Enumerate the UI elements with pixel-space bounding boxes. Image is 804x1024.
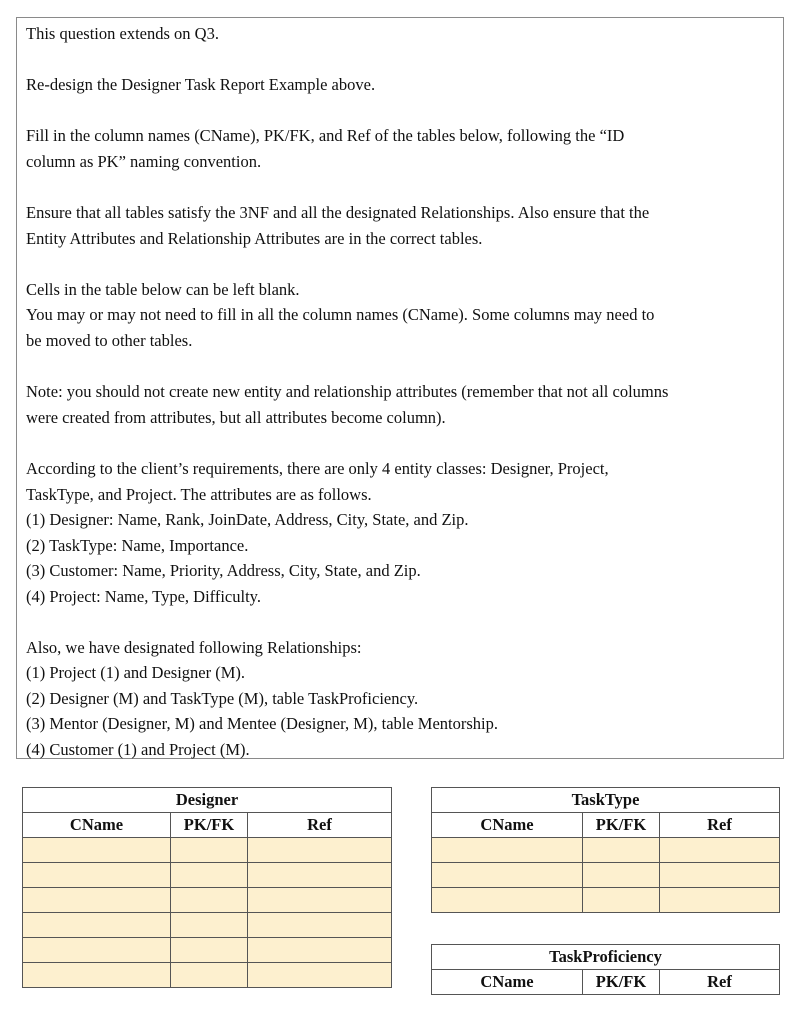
- question-line: This question extends on Q3.: [26, 24, 219, 43]
- question-line: (1) Project (1) and Designer (M).: [26, 663, 246, 682]
- question-line: column as PK” naming convention.: [26, 152, 262, 171]
- taskproficiency-table: [431, 944, 780, 995]
- blank-answer-cell[interactable]: [23, 888, 171, 913]
- column-header: CName: [432, 813, 583, 838]
- blank-answer-cell[interactable]: [23, 913, 171, 938]
- table-row: [23, 913, 392, 938]
- table-row: [432, 888, 780, 913]
- blank-answer-cell[interactable]: [171, 913, 248, 938]
- blank-answer-cell[interactable]: [248, 863, 392, 888]
- question-line: Cells in the table below can be left blank.: [26, 280, 300, 299]
- blank-answer-cell[interactable]: [432, 888, 583, 913]
- column-header: PK/FK: [583, 970, 660, 995]
- column-header: Ref: [660, 813, 780, 838]
- blank-answer-cell[interactable]: [660, 838, 780, 863]
- blank-answer-cell[interactable]: [171, 888, 248, 913]
- blank-answer-cell[interactable]: [171, 963, 248, 988]
- blank-answer-cell[interactable]: [23, 838, 171, 863]
- blank-answer-cell[interactable]: [248, 888, 392, 913]
- question-line: Ensure that all tables satisfy the 3NF and all the designated Relationships. Also ensure that the: [26, 203, 650, 222]
- blank-answer-cell[interactable]: [583, 838, 660, 863]
- blank-answer-cell[interactable]: [583, 888, 660, 913]
- table-row: [23, 963, 392, 988]
- question-line: Also, we have designated following Relationships:: [26, 638, 362, 657]
- blank-answer-cell[interactable]: [171, 863, 248, 888]
- blank-answer-cell[interactable]: [171, 838, 248, 863]
- blank-answer-cell[interactable]: [432, 838, 583, 863]
- question-line: Entity Attributes and Relationship Attributes are in the correct tables.: [26, 229, 483, 248]
- blank-answer-cell[interactable]: [248, 963, 392, 988]
- question-line: were created from attributes, but all attributes become column).: [26, 408, 446, 427]
- table-title: TaskProficiency: [432, 945, 780, 970]
- blank-answer-cell[interactable]: [248, 913, 392, 938]
- column-header: Ref: [660, 970, 780, 995]
- table-row: [432, 838, 780, 863]
- blank-answer-cell[interactable]: [248, 938, 392, 963]
- blank-answer-cell[interactable]: [248, 838, 392, 863]
- question-line: (1) Designer: Name, Rank, JoinDate, Address, City, State, and Zip.: [26, 510, 469, 529]
- question-line: (4) Customer (1) and Project (M).: [26, 740, 250, 759]
- question-line: Re-design the Designer Task Report Example above.: [26, 75, 376, 94]
- blank-answer-cell[interactable]: [23, 938, 171, 963]
- question-line: (2) TaskType: Name, Importance.: [26, 536, 249, 555]
- table-row: [23, 938, 392, 963]
- column-header: CName: [432, 970, 583, 995]
- column-header: PK/FK: [171, 813, 248, 838]
- blank-answer-cell[interactable]: [171, 938, 248, 963]
- blank-answer-cell[interactable]: [660, 863, 780, 888]
- question-line: be moved to other tables.: [26, 331, 193, 350]
- question-line: (4) Project: Name, Type, Difficulty.: [26, 587, 261, 606]
- tasktype-table: [431, 787, 780, 913]
- question-line: (3) Mentor (Designer, M) and Mentee (Designer, M), table Mentorship.: [26, 714, 499, 733]
- column-header: PK/FK: [583, 813, 660, 838]
- blank-answer-cell[interactable]: [583, 863, 660, 888]
- table-row: [23, 838, 392, 863]
- blank-answer-cell[interactable]: [23, 863, 171, 888]
- column-header: CName: [23, 813, 171, 838]
- table-row: [432, 863, 780, 888]
- table-row: [23, 888, 392, 913]
- table-title: TaskType: [432, 788, 780, 813]
- blank-answer-cell[interactable]: [23, 963, 171, 988]
- question-line: (2) Designer (M) and TaskType (M), table TaskProficiency.: [26, 689, 419, 708]
- table-row: [23, 863, 392, 888]
- column-header: Ref: [248, 813, 392, 838]
- table-title: Designer: [23, 788, 392, 813]
- question-line: Note: you should not create new entity and relationship attributes (remember that not all columns: [26, 382, 669, 401]
- blank-answer-cell[interactable]: [660, 888, 780, 913]
- question-line: (3) Customer: Name, Priority, Address, City, State, and Zip.: [26, 561, 421, 580]
- question-line: According to the client’s requirements, there are only 4 entity classes: Designer, Project,: [26, 459, 609, 478]
- question-text-box: [16, 17, 784, 759]
- question-line: Fill in the column names (CName), PK/FK, and Ref of the tables below, following the “ID: [26, 126, 625, 145]
- question-line: TaskType, and Project. The attributes are as follows.: [26, 485, 372, 504]
- designer-table: [22, 787, 392, 988]
- blank-answer-cell[interactable]: [432, 863, 583, 888]
- question-line: You may or may not need to fill in all the column names (CName). Some columns may need to: [26, 305, 655, 324]
